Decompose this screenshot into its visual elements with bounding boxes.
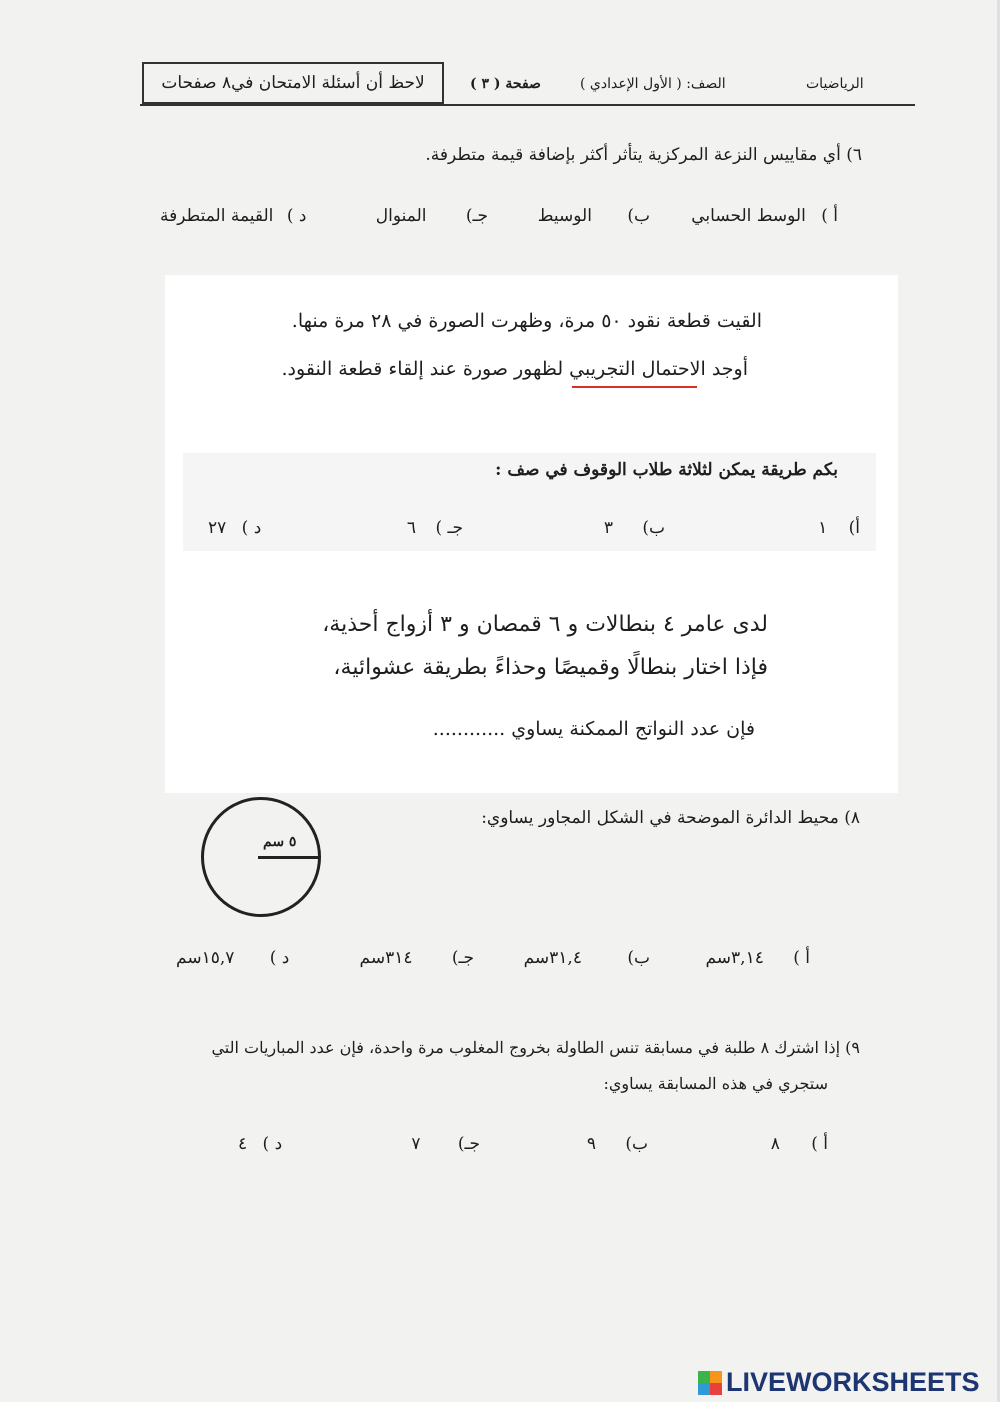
- page-number: صفحة ( ٣ ): [470, 76, 541, 92]
- q8-option-b-label: ب): [627, 948, 650, 968]
- q9-option-a-text: ٨: [770, 1134, 780, 1154]
- q8-option-d-label: د ): [269, 948, 290, 968]
- ways-option-c[interactable]: [407, 518, 463, 538]
- q6-option-b[interactable]: [538, 206, 650, 226]
- ways-option-a-label: أ): [848, 518, 860, 538]
- coin-line2-prefix: أوجد: [705, 358, 748, 380]
- q6-option-d-label: د ): [286, 206, 307, 226]
- q8-option-a-text: ٣,١٤سم: [705, 948, 764, 968]
- q8-option-c-label: جـ): [451, 948, 474, 968]
- ways-option-b[interactable]: [604, 518, 665, 538]
- q9-option-c-label: جـ): [457, 1134, 480, 1154]
- ways-text: بكم طريقة يمكن لثلاثة طلاب الوقوف في صف :: [495, 460, 838, 480]
- circle-radius-line: [258, 856, 320, 859]
- q9-option-d-label: د ): [262, 1134, 283, 1154]
- q6-option-b-label: ب): [627, 206, 650, 226]
- coin-line2: [282, 358, 748, 380]
- q9-option-c-text: ٧: [411, 1134, 421, 1154]
- q9-option-d-text: ٤: [238, 1134, 248, 1154]
- q6-option-a-text: الوسط الحسابي: [691, 206, 806, 226]
- q9-option-b-label: ب): [625, 1134, 648, 1154]
- page-count-notice-text: لاحظ أن أسئلة الامتحان في٨ صفحات: [161, 73, 425, 93]
- q6-option-c[interactable]: [376, 206, 488, 226]
- radius-label: ٥ سم: [263, 834, 297, 850]
- ways-option-c-label: جـ ): [435, 518, 463, 538]
- coin-line1: القيت قطعة نقود ٥٠ مرة، وظهرت الصورة في ٢٨ مرة منها.: [291, 310, 762, 332]
- q9-option-b[interactable]: [587, 1134, 648, 1154]
- q6-option-c-label: جـ): [465, 206, 488, 226]
- q8-option-a[interactable]: [705, 948, 810, 968]
- liveworksheets-grid-icon: [698, 1371, 722, 1395]
- coin-term-highlight: الاحتمال التجريبي: [569, 358, 706, 380]
- q6-option-d[interactable]: [160, 206, 306, 226]
- spellcheck-underline: [572, 386, 697, 388]
- q9-line2: ستجري في هذه المسابقة يساوي:: [603, 1074, 828, 1093]
- q6-option-c-text: المنوال: [375, 206, 427, 226]
- q6-text: ٦) أي مقاييس النزعة المركزية يتأثر أكثر بإضافة قيمة متطرفة.: [425, 145, 862, 165]
- subject-label: الرياضيات: [806, 76, 864, 92]
- q8-option-a-label: أ ): [793, 948, 810, 968]
- q6-option-a-label: أ ): [821, 206, 838, 226]
- q9-option-c[interactable]: [411, 1134, 480, 1154]
- q8-option-d[interactable]: [176, 948, 289, 968]
- ways-option-c-text: ٦: [406, 518, 417, 538]
- ways-option-d[interactable]: [208, 518, 261, 538]
- ways-option-a-text: ١: [818, 518, 828, 538]
- ways-option-b-label: ب): [642, 518, 665, 538]
- q8-option-b[interactable]: [524, 948, 650, 968]
- coin-line2-suffix: لظهور صورة عند إلقاء قطعة النقود.: [281, 358, 570, 380]
- q9-option-b-text: ٩: [586, 1134, 596, 1154]
- q8-option-b-text: ٣١,٤سم: [523, 948, 582, 968]
- outfits-line3: فإن عدد النواتج الممكنة يساوي ............: [432, 718, 755, 740]
- q6-option-d-text: القيمة المتطرفة: [160, 206, 274, 226]
- grade-label: الصف: ( الأول الإعدادي ): [580, 76, 726, 92]
- q6-option-a[interactable]: [691, 206, 838, 226]
- outfits-line2: فإذا اختار بنطالًا وقميصًا وحذاءً بطريقة عشوائية،: [333, 655, 768, 680]
- ways-option-d-label: د ): [241, 518, 262, 538]
- q8-text: ٨) محيط الدائرة الموضحة في الشكل المجاور يساوي:: [481, 808, 860, 828]
- q9-line1: ٩) إذا اشترك ٨ طلبة في مسابقة تنس الطاولة بخروج المغلوب مرة واحدة، فإن عدد المباريات التي: [211, 1038, 860, 1057]
- q8-option-d-text: ١٥,٧سم: [176, 948, 235, 968]
- ways-option-d-text: ٢٧: [208, 518, 227, 538]
- outfits-line1: لدى عامر ٤ بنطالات و ٦ قمصان و ٣ أزواج أحذية،: [322, 612, 768, 637]
- q8-option-c[interactable]: [360, 948, 475, 968]
- q6-option-b-text: الوسيط: [537, 206, 592, 226]
- q9-option-a-label: أ ): [811, 1134, 828, 1154]
- page-count-notice: [142, 62, 444, 104]
- header-divider: [140, 104, 915, 106]
- liveworksheets-wordmark: LIVEWORKSHEETS: [726, 1367, 980, 1397]
- ways-option-b-text: ٣: [603, 518, 613, 538]
- q9-option-d[interactable]: [238, 1134, 282, 1154]
- ways-option-a[interactable]: [818, 518, 860, 538]
- q9-option-a[interactable]: [771, 1134, 828, 1154]
- q8-option-c-text: ٣١٤سم: [359, 948, 413, 968]
- liveworksheets-logo[interactable]: [698, 1367, 980, 1398]
